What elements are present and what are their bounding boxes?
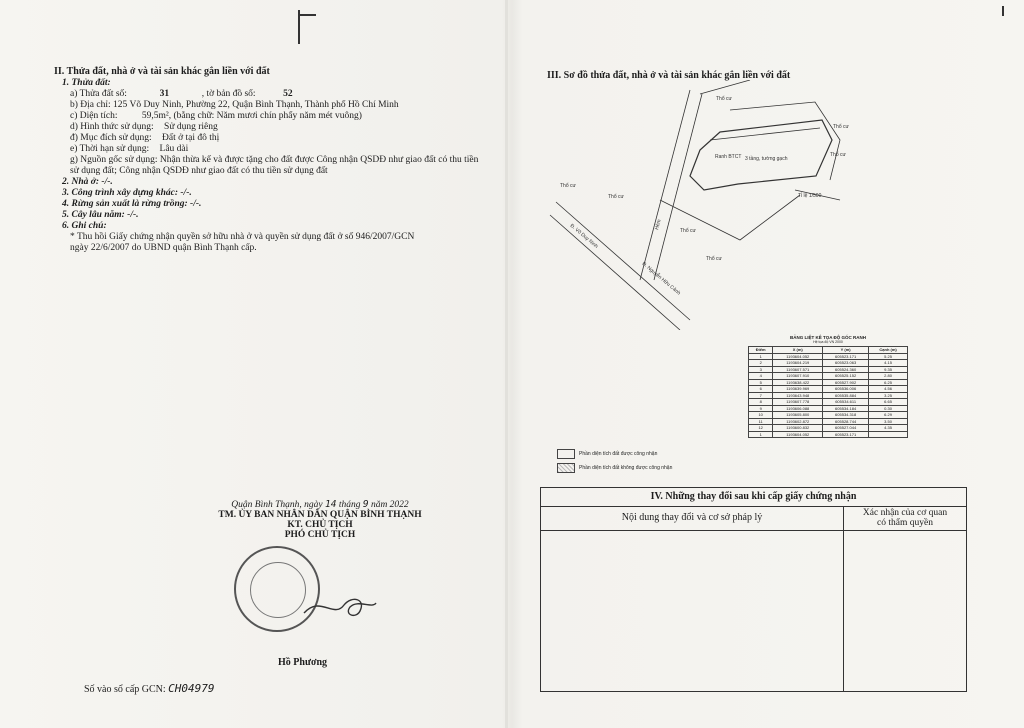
map-label-neighbor: Thổ cư — [680, 228, 696, 234]
coord-cell: 605527.044 — [823, 425, 869, 432]
coord-header-cell: Cạnh (m) — [869, 347, 908, 354]
coord-table-grid — [748, 346, 908, 438]
date-year: năm 2022 — [370, 500, 409, 510]
map-label-neighbor: Thổ cư — [608, 194, 624, 200]
coord-cell: 4.15 — [869, 360, 908, 367]
coord-cell: 10 — [749, 412, 773, 419]
registry-label: Số vào sổ cấp GCN: — [84, 684, 166, 695]
section-ii-title: II. Thửa đất, nhà ở và tài sản khác gắn liền với đất — [54, 66, 270, 77]
signer-name: Hồ Phương — [278, 657, 328, 668]
map-label-side-street: Đ. Nguyễn Hữu Cảnh — [640, 260, 682, 297]
column-authority-line1: Xác nhận của cơ quan — [862, 508, 948, 518]
authority-line: TM. ỦY BAN NHÂN DÂN QUẬN BÌNH THẠNH — [218, 510, 422, 520]
forest-row: 4. Rừng sản xuất là rừng trồng: -/-. — [62, 199, 202, 209]
map-sheet-label: , tờ bản đồ số: — [201, 89, 256, 99]
map-label-neighbor: Thổ cư — [560, 183, 576, 189]
coord-cell — [869, 431, 908, 438]
land-heading: 1. Thửa đất: — [62, 78, 111, 88]
map-label-neighbor: Thổ cư — [706, 256, 722, 262]
place-date-prefix: Quận Bình Thạnh, ngày — [231, 500, 323, 510]
map-legend — [557, 449, 672, 477]
coord-cell: 605534.318 — [823, 412, 869, 419]
usage-form-value: Sử dụng riêng — [164, 122, 218, 132]
registry-value: CH04979 — [168, 682, 215, 695]
coord-cell: 605523.171 — [823, 431, 869, 438]
legend-recognized-label: Phần diện tích đất được công nhận — [579, 451, 658, 457]
legend-recognized — [557, 449, 672, 459]
map-label-neighbor: Thổ cư — [716, 96, 732, 102]
map-label-neighbor: Thổ cư — [833, 124, 849, 130]
chairman-line: KT. CHỦ TỊCH — [287, 520, 353, 530]
date-month-label: tháng — [338, 500, 361, 510]
area-label: c) Diện tích: — [70, 111, 118, 121]
coord-header-cell: Y (m) — [823, 347, 869, 354]
coord-cell: 5.25 — [869, 353, 908, 360]
coord-cell: 605523.171 — [823, 353, 869, 360]
coord-cell: 9.35 — [869, 366, 908, 373]
coord-cell: 5 — [749, 379, 773, 386]
usage-form-row — [70, 122, 494, 133]
purpose-label: đ) Mục đích sử dụng: — [70, 133, 152, 143]
crop-mark — [1002, 6, 1004, 16]
place-date — [170, 499, 470, 510]
coord-cell: 1193607.778 — [773, 399, 823, 406]
coord-cell: 605536.006 — [823, 386, 869, 393]
origin-row: g) Nguồn gốc sử dụng: Nhận thừa kế và được tặng cho đất được Công nhận QSDĐ như giao đất có thu tiền sử dụng đất; Công nhận QSDĐ như giao đất có thu tiền sử dụng đất — [70, 155, 479, 176]
coord-cell: 12 — [749, 425, 773, 432]
term-value: Lâu dài — [159, 144, 189, 154]
coord-cell: 4.56 — [869, 386, 908, 393]
construction-row: 3. Công trình xây dựng khác: -/-. — [62, 188, 192, 198]
coord-cell: 7 — [749, 392, 773, 399]
coord-cell: 3.25 — [869, 392, 908, 399]
parcel-row — [70, 89, 494, 100]
coord-cell: 1193604.219 — [773, 360, 823, 367]
map-label-main-street: Đ. Võ Duy Ninh — [568, 222, 599, 250]
area-value: 59,5m², (bằng chữ: Năm mươi chín phẩy năm mét vuông) — [141, 111, 362, 121]
coord-cell: 8 — [749, 399, 773, 406]
house-row: 2. Nhà ở: -/-. — [62, 177, 113, 187]
perennial-row: 5. Cây lâu năm: -/-. — [62, 210, 139, 220]
handwritten-signature — [300, 585, 380, 625]
coord-cell: 1193638.422 — [773, 379, 823, 386]
legend-not-recognized — [557, 463, 672, 473]
coord-cell: 1193607.910 — [773, 373, 823, 380]
map-sheet-number: 52 — [283, 89, 293, 99]
map-label-building: 3 tầng, tường gạch — [745, 156, 788, 162]
crop-mark — [298, 14, 316, 16]
section-ii — [54, 66, 494, 254]
note-text: * Thu hồi Giấy chứng nhận quyền sở hữu nhà ở và quyền sử dụng đất ở số 946/2007/GCN ngày 22/6/2007 do UBND quận Bình Thạnh cấp. — [70, 232, 415, 253]
coord-cell: 11 — [749, 418, 773, 425]
coord-cell: 9 — [749, 405, 773, 412]
coord-table-subtitle: Hệ tọa độ VN 2000 — [813, 340, 843, 344]
column-authority-line2: có thẩm quyền — [877, 518, 933, 528]
coord-cell: 1193600.832 — [773, 425, 823, 432]
coord-header-cell: Điểm — [749, 347, 773, 354]
term-label: e) Thời hạn sử dụng: — [70, 144, 150, 154]
coord-header-cell: X (m) — [773, 347, 823, 354]
page-fold — [505, 0, 508, 728]
signature-block — [170, 499, 470, 540]
coord-cell: 2.80 — [869, 373, 908, 380]
legend-swatch-plain — [557, 449, 575, 459]
column-change-content: Nội dung thay đổi và cơ sở pháp lý — [541, 506, 844, 530]
coord-cell: 0.30 — [869, 405, 908, 412]
map-label-alley: Hẻm — [654, 218, 663, 231]
coord-cell: 605525.152 — [823, 373, 869, 380]
coord-cell: 605527.902 — [823, 379, 869, 386]
registry-number — [84, 682, 215, 695]
coord-cell: 6.25 — [869, 379, 908, 386]
coord-cell: 1193607.571 — [773, 366, 823, 373]
date-month: 9 — [362, 499, 369, 510]
vice-chairman-line: PHÓ CHỦ TỊCH — [284, 530, 356, 540]
coord-cell: 1193604.052 — [773, 431, 823, 438]
coord-cell: 605524.360 — [823, 366, 869, 373]
purpose-value: Đất ở tại đô thị — [162, 133, 220, 143]
parcel-map — [540, 80, 870, 330]
coord-cell: 1193606.088 — [773, 405, 823, 412]
coord-cell: 1193639.969 — [773, 386, 823, 393]
column-divider — [843, 530, 844, 691]
coord-cell: 3 — [749, 366, 773, 373]
notes-heading: 6. Ghi chú: — [62, 221, 107, 231]
parcel-number: 31 — [159, 89, 170, 99]
coord-cell: 1 — [749, 353, 773, 360]
coord-cell: 3.50 — [869, 418, 908, 425]
section-iv-title: IV. Những thay đổi sau khi cấp giấy chứng nhận — [541, 488, 966, 507]
coord-cell: 6.29 — [869, 412, 908, 419]
coord-cell: 1 — [749, 431, 773, 438]
purpose-row — [70, 133, 494, 144]
section-iv-header — [541, 506, 966, 531]
coord-cell: 605534.611 — [823, 399, 869, 406]
parcel-label: a) Thửa đất số: — [70, 89, 127, 99]
legend-swatch-hatched — [557, 463, 575, 473]
coord-cell: 605528.744 — [823, 418, 869, 425]
section-iii-title: III. Sơ đồ thửa đất, nhà ở và tài sản khác gắn liền với đất — [547, 70, 791, 81]
coord-cell: 605534.184 — [823, 405, 869, 412]
coord-cell: 2 — [749, 360, 773, 367]
legend-not-recognized-label: Phần diện tích đất không được công nhận — [579, 465, 673, 471]
coordinate-table — [748, 335, 908, 438]
address-row: b) Địa chỉ: 125 Võ Duy Ninh, Phường 22, Quận Bình Thạnh, Thành phố Hồ Chí Minh — [70, 100, 399, 110]
section-iv-table — [540, 487, 967, 692]
coord-table-title: BẢNG LIỆT KÊ TỌA ĐỘ GÓC RANH — [789, 335, 867, 340]
area-row — [70, 111, 494, 122]
date-day: 14 — [324, 499, 337, 510]
map-label-boundary: Ranh BTCT — [715, 154, 742, 160]
coord-cell: 6.65 — [869, 399, 908, 406]
coord-cell: 1193643.948 — [773, 392, 823, 399]
usage-form-label: d) Hình thức sử dụng: — [70, 122, 154, 132]
coord-cell: 1193605.800 — [773, 412, 823, 419]
coord-cell: 6 — [749, 386, 773, 393]
coord-cell: 4.35 — [869, 425, 908, 432]
coord-cell: 605535.884 — [823, 392, 869, 399]
column-authority — [844, 508, 966, 528]
coord-cell: 1193602.872 — [773, 418, 823, 425]
map-label-neighbor: Thổ cư — [830, 152, 846, 158]
term-row — [70, 144, 494, 155]
map-label-scale: Tỉ lệ 1/500 — [798, 193, 822, 199]
coord-row — [749, 431, 908, 438]
coord-cell: 1193604.052 — [773, 353, 823, 360]
coord-cell: 4 — [749, 373, 773, 380]
coord-cell: 605523.063 — [823, 360, 869, 367]
